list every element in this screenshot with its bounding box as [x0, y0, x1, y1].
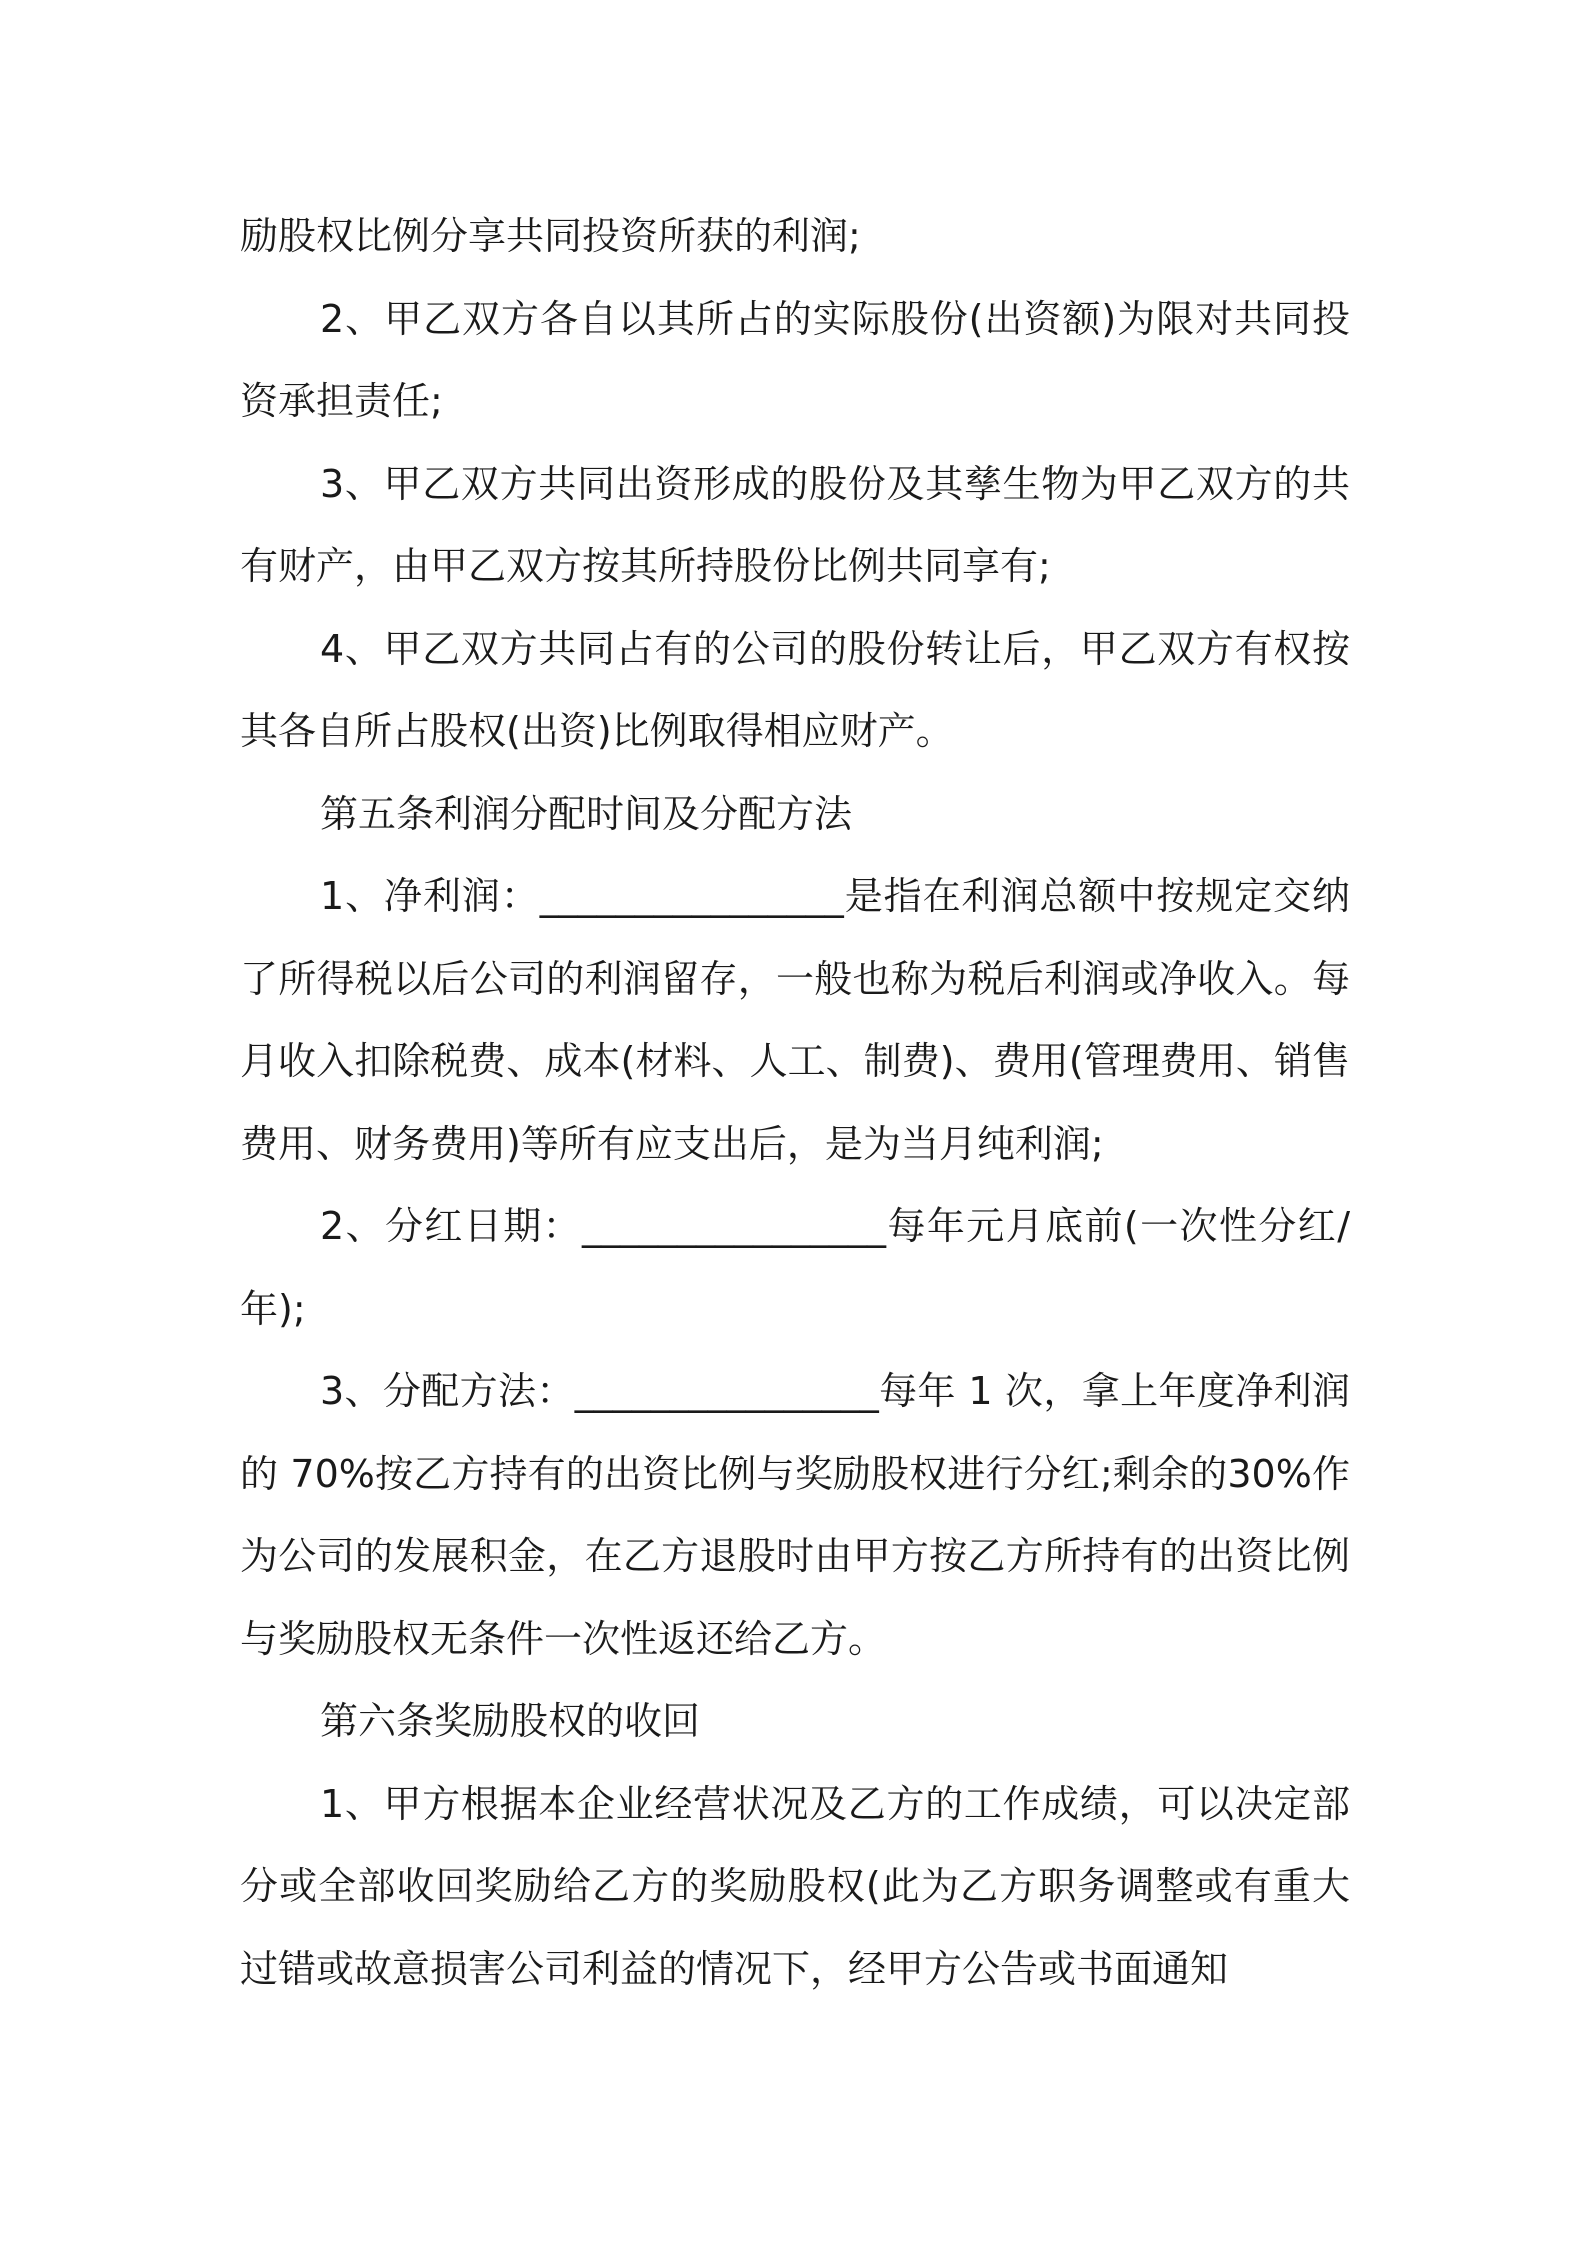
paragraph-share-transfer-clause: 4、甲乙双方共同占有的公司的股份转让后，甲乙双方有权按其各自所占股权(出资)比例取得相应财产。: [240, 626, 1350, 753]
paragraph-profit-sharing-continued: 励股权比例分享共同投资所获的利润;: [240, 214, 861, 258]
paragraph-joint-property-clause: 3、甲乙双方共同出资形成的股份及其孳生物为甲乙双方的共有财产，由甲乙双方按其所持股份比例共同享有;: [240, 461, 1350, 588]
document-body: [240, 195, 1350, 2010]
paragraph-reward-equity-recall: 1、甲方根据本企业经营状况及乙方的工作成绩，可以决定部分或全部收回奖励给乙方的奖励股权(此为乙方职务调整或有重大过错或故意损害公司利益的情况下，经甲方公告或书面通知: [240, 1781, 1350, 1991]
paragraph-liability-clause: 2、甲乙双方各自以其所占的实际股份(出资额)为限对共同投资承担责任;: [240, 296, 1350, 423]
paragraph-distribution-method: 3、分配方法：________________每年 1 次，拿上年度净利润的 70%按乙方持有的出资比例与奖励股权进行分红;剩余的30%作为公司的发展积金，在乙方退股时由甲方按乙方所持有的出资比例与奖励股权无条件一次性返还给乙方。: [240, 1369, 1350, 1661]
paragraph-net-profit-definition: 1、净利润：________________是指在利润总额中按规定交纳了所得税以后公司的利润留存，一般也称为税后利润或净收入。每月收入扣除税费、成本(材料、人工、制费)、费用(管理费用、销售费用、财务费用)等所有应支出后，是为当月纯利润;: [240, 874, 1350, 1166]
article-six-heading: 第六条奖励股权的收回: [320, 1699, 701, 1743]
article-five-heading: 第五条利润分配时间及分配方法: [320, 791, 853, 836]
paragraph-dividend-date: 2、分红日期：________________每年元月底前(一次性分红/年);: [240, 1204, 1350, 1331]
